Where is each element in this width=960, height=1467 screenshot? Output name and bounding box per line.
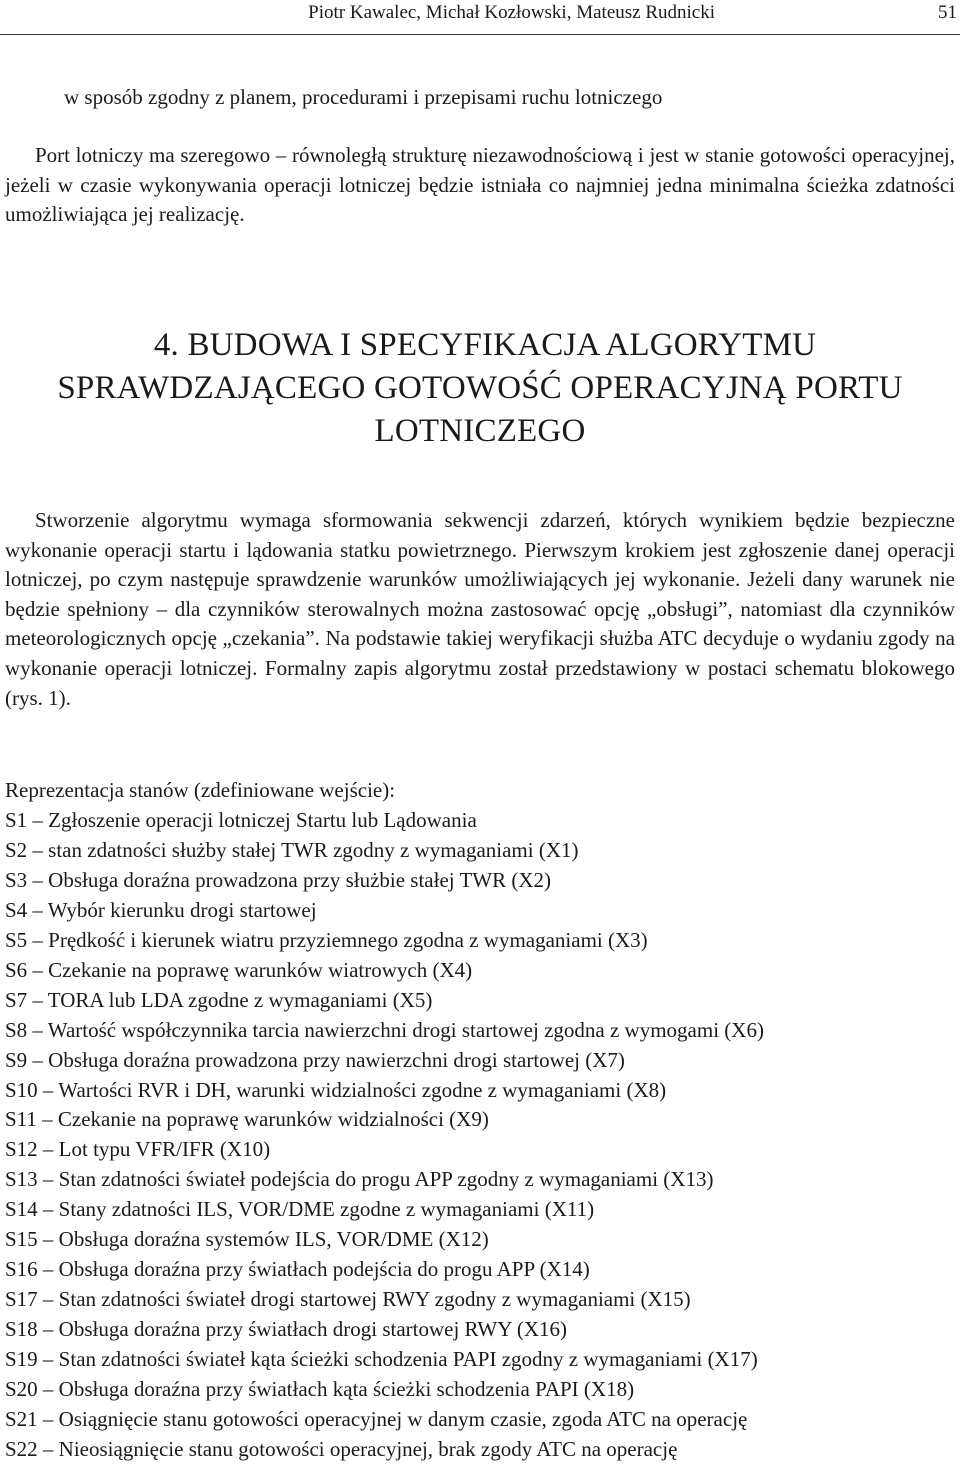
state-item: S20 – Obsługa doraźna przy światłach kąta ścieżki schodzenia PAPI (X18) [5,1377,635,1402]
state-item: S16 – Obsługa doraźna przy światłach podejścia do progu APP (X14) [5,1257,590,1282]
state-item: S8 – Wartość współczynnika tarcia nawierzchni drogi startowej zgodna z wymogami (X6) [5,1017,764,1042]
paragraph-readiness: Port lotniczy ma szeregowo – równoległą strukturę niezawodnościową i jest w stanie gotowości operacyjnej, jeżeli w czasie wykonywania operacji lotniczej będzie istniała co najmniej jedna minimalna ścieżka zdatności umożliwiająca jej realizację. [5,143,955,227]
state-item: S5 – Prędkość i kierunek wiatru przyziemnego zgodna z wymaganiami (X3) [5,927,648,952]
states-caption: Reprezentacja stanów (zdefiniowane wejście): [5,778,396,802]
state-item: S18 – Obsługa doraźna przy światłach drogi startowej RWY (X16) [5,1317,568,1342]
state-item: S7 – TORA lub LDA zgodne z wymaganiami (X5) [5,987,433,1012]
section-heading-line-1: 4. BUDOWA I SPECYFIKACJA ALGORYTMU [153,327,817,363]
header-authors: Piotr Kawalec, Michał Kozłowski, Mateusz Rudnicki [308,2,715,23]
state-item: S12 – Lot typu VFR/IFR (X10) [5,1137,271,1162]
state-item: S21 – Osiągnięcie stanu gotowości operacyjnej w danym czasie, zgoda ATC na operację [5,1407,748,1432]
section-heading-line-2: SPRAWDZAJĄCEGO GOTOWOŚĆ OPERACYJNĄ PORTU [57,370,903,406]
state-item: S10 – Wartości RVR i DH, warunki widzialności zgodne z wymaganiami (X8) [5,1077,667,1102]
state-item: S6 – Czekanie na poprawę warunków wiatrowych (X4) [5,957,473,982]
section-heading [0,324,960,453]
state-item: S14 – Stany zdatności ILS, VOR/DME zgodne z wymaganiami (X11) [5,1197,595,1222]
state-item: S17 – Stan zdatności świateł drogi startowej RWY zgodny z wymaganiami (X15) [5,1287,691,1312]
state-item: S11 – Czekanie na poprawę warunków widzialności (X9) [5,1107,489,1132]
state-item: S22 – Nieosiągnięcie stanu gotowości operacyjnej, brak zgody ATC na operację [5,1436,678,1461]
page-number: 51 [938,2,957,23]
state-item: S9 – Obsługa doraźna prowadzona przy nawierzchni drogi startowej (X7) [5,1047,625,1072]
state-item: S13 – Stan zdatności świateł podejścia do progu APP zgodny z wymaganiami (X13) [5,1167,714,1192]
state-item: S2 – stan zdatności służby stałej TWR zgodny z wymaganiami (X1) [5,837,579,862]
paragraph-algorithm: Stworzenie algorytmu wymaga sformowania sekwencji zdarzeń, których wynikiem będzie bezpieczne wykonanie operacji startu i lądowania statku powietrznego. Pierwszym krokiem jest zgłoszenie danej operacji lotniczej, po czym następuje sprawdzenie warunków umożliwiających jej wykonanie. Jeżeli dany warunek nie będzie spełniony – dla czynników sterowalnych można zastosować opcję „obsługi”, natomiast dla czynników meteorologicznych opcję „czekania”. Na podstawie takiej weryfikacji służba ATC decyduje o wydaniu zgody na wykonanie operacji lotniczej. Formalny zapis algorytmu został przedstawiony w postaci schematu blokowego (rys. 1). [5,508,955,710]
intro-line: w sposób zgodny z planem, procedurami i przepisami ruchu lotniczego [64,85,663,109]
running-header [0,0,960,35]
state-item: S4 – Wybór kierunku drogi startowej [5,897,317,922]
state-item: S15 – Obsługa doraźna systemów ILS, VOR/DME (X12) [5,1227,489,1252]
section-heading-line-3: LOTNICZEGO [374,413,586,449]
state-item: S1 – Zgłoszenie operacji lotniczej Startu lub Lądowania [5,807,477,832]
state-item: S3 – Obsługa doraźna prowadzona przy służbie stałej TWR (X2) [5,867,552,892]
state-item: S19 – Stan zdatności świateł kąta ścieżki schodzenia PAPI zgodny z wymaganiami (X17) [5,1347,758,1372]
states-list [5,776,955,1465]
